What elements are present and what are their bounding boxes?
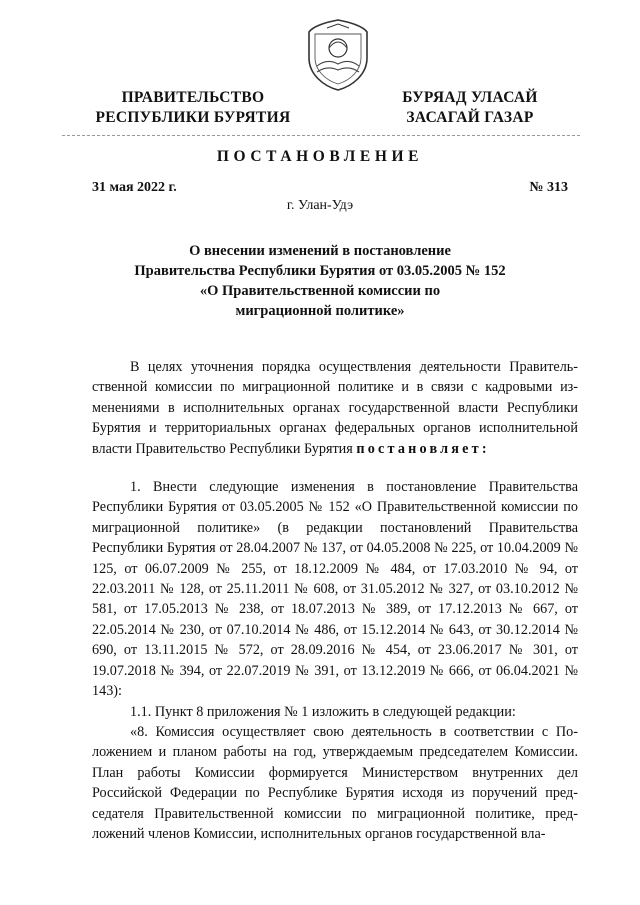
- preamble-paragraph: [92, 357, 578, 459]
- clause-1: 1. Внести следующие изменения в постановление Правительства Республики Бурятия от 03.05.2005 № 152 «О Правительственной комиссии по миграционной политике» (в редакции постановлений Правительства Республики Бурятия от 28.04.2007 № 137, от 04.05.2008 № 225, от 10.04.2009 № 125, от 06.07.2009 № 255, от 18.12.2009 № 484, от 17.03.2010 № 94, от 22.03.2011 № 128, от 25.11.2011 № 608, от 31.05.2012 № 327, от 03.10.2012 № 581, от 17.05.2013 № 238, от 18.07.2013 № 389, от 17.12.2013 № 667, от 22.05.2014 № 230, от 07.10.2014 № 486, от 15.12.2014 № 643, от 30.12.2014 № 690, от 13.11.2015 № 572, от 28.09.2016 № 454, от 23.06.2017 № 301, от 19.07.2018 № 394, от 22.07.2019 № 391, от 13.12.2019 № 666, от 06.04.2021 № 143):: [92, 479, 578, 700]
- preamble-text: В целях уточнения порядка осуществления деятельности Правительственной комиссии по миграционной политике и в связи с кадровыми изменениями в исполнительных органах государственной власти Республики Бурятия и территориальных органах федеральных органов исполнительной власти Правительство Республики Бурятия: [92, 359, 578, 457]
- coat-of-arms-icon: [305, 18, 371, 92]
- clause-8-quote: «8. Комиссия осуществляет свою деятельность в соответствии с Положением и планом работы на год, утверждаемым председателем Комиссии. План работы Комиссии формируется Министерством внутренних дел Российской Федерации по Республике Бурятия исходя из поручений председателя Правительственной комиссии по миграционной политике, предложений членов Комиссии, исполнительных органов государственной вла-: [92, 723, 578, 842]
- document-title-line1: О внесении изменений в постановление: [189, 243, 451, 259]
- document-title-line3: «О Правительственной комиссии по: [199, 283, 441, 299]
- government-name-bua-line1: БУРЯАД УЛАСАЙ: [402, 89, 538, 106]
- document-title-line4: миграционной политике»: [235, 303, 405, 319]
- clause-1-1: 1.1. Пункт 8 приложения № 1 изложить в следующей редакции:: [130, 703, 516, 720]
- government-name-bua: [380, 88, 560, 128]
- document-type: ПОСТАНОВЛЕНИЕ: [216, 148, 424, 165]
- document-city: г. Улан-Удэ: [286, 198, 354, 213]
- document-title: [110, 241, 530, 321]
- government-name-ru-line2: РЕСПУБЛИКИ БУРЯТИЯ: [95, 109, 291, 126]
- document-number: № 313: [529, 180, 568, 195]
- document-body: [92, 357, 578, 844]
- document-date: 31 мая 2022 г.: [92, 180, 177, 195]
- header-divider: [62, 135, 580, 136]
- government-name-ru: [88, 88, 298, 128]
- decree-word: постановляет:: [356, 440, 490, 457]
- document-title-line2: Правительства Республики Бурятия от 03.05.2005 № 152: [134, 263, 506, 279]
- government-name-ru-line1: ПРАВИТЕЛЬСТВО: [121, 89, 265, 106]
- government-name-bua-line2: ЗАСАГАЙ ГАЗАР: [406, 109, 534, 126]
